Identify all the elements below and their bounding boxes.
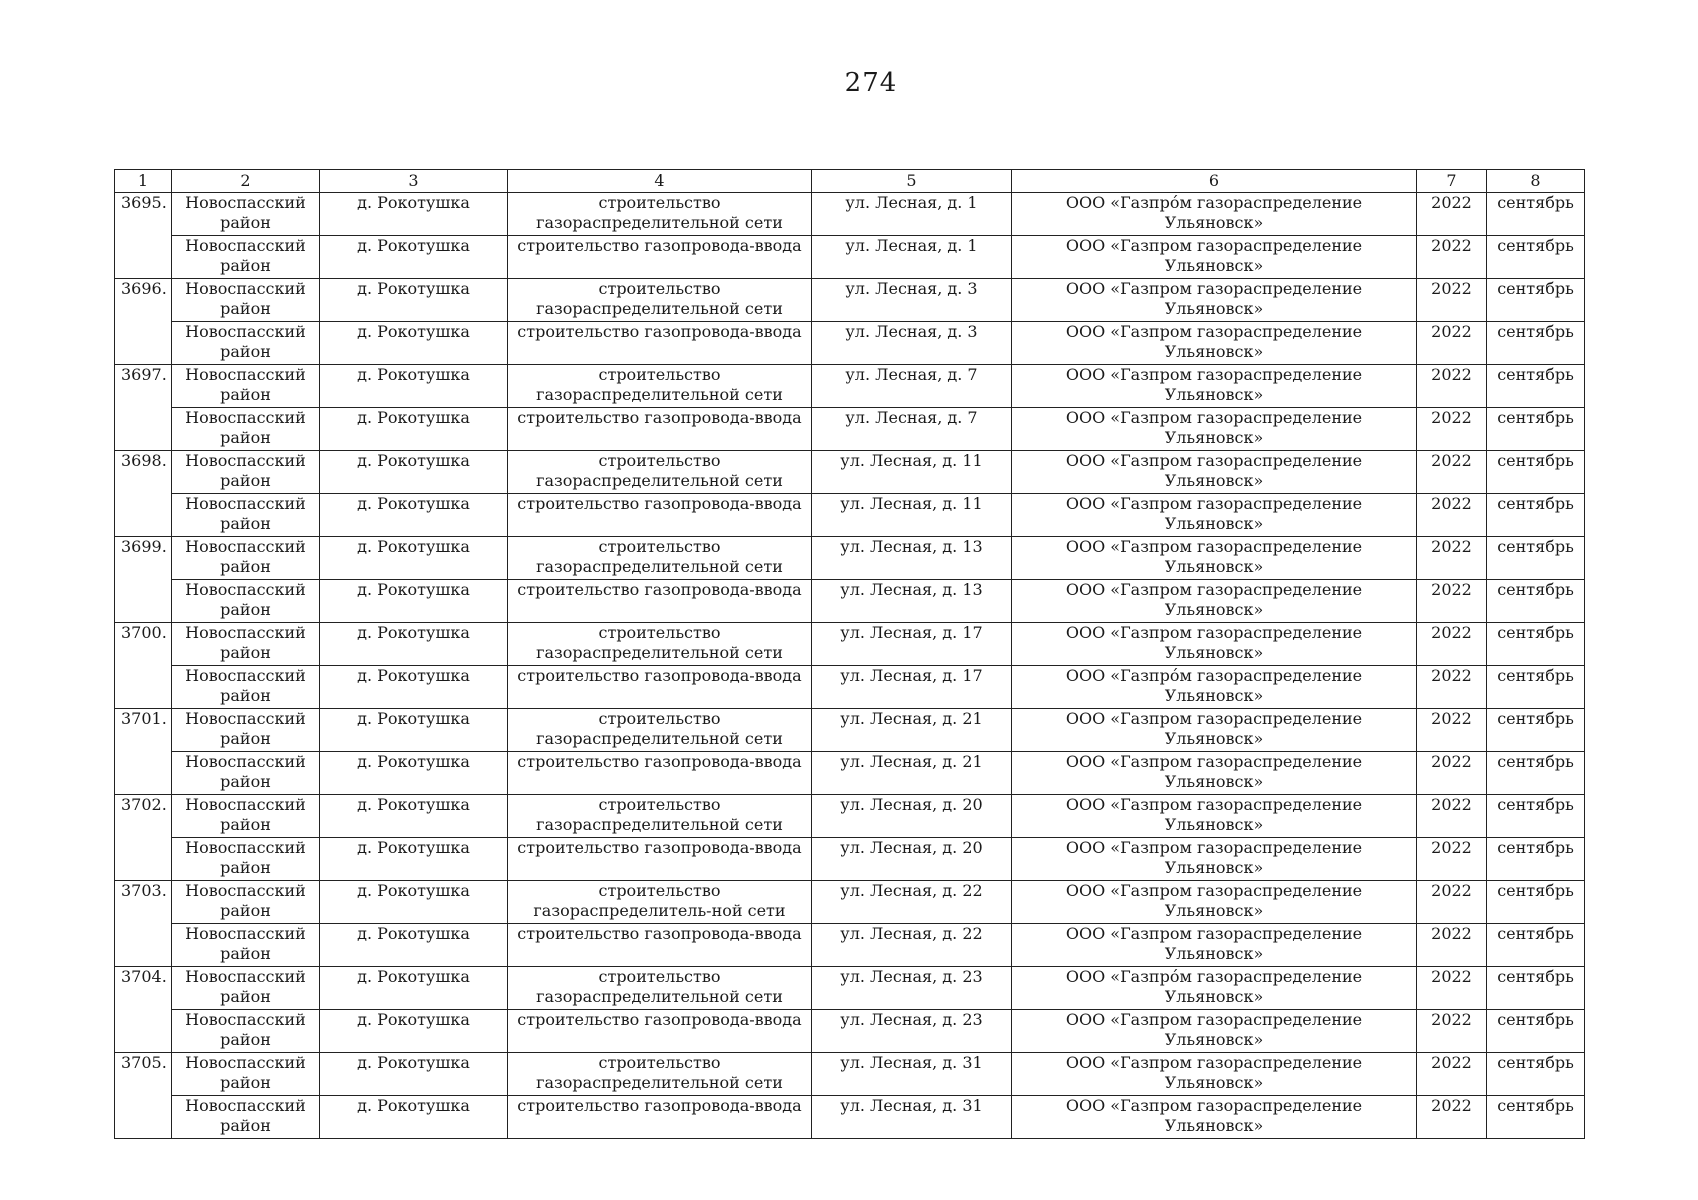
month-cell: сентябрь — [1487, 1010, 1585, 1053]
work-type-cell: строительство газопровода-ввода — [508, 924, 812, 967]
organization-cell: ООО «Газпром газораспределение Ульяновск» — [1012, 580, 1417, 623]
settlement-cell: д. Рокотушка — [320, 795, 508, 838]
year-cell: 2022 — [1417, 709, 1487, 752]
table-row — [115, 236, 1585, 279]
month-cell: сентябрь — [1487, 1053, 1585, 1096]
address-cell: ул. Лесная, д. 13 — [812, 580, 1012, 623]
district-cell: Новоспасский район — [172, 795, 320, 838]
settlement-cell: д. Рокотушка — [320, 623, 508, 666]
month-cell: сентябрь — [1487, 451, 1585, 494]
year-cell: 2022 — [1417, 537, 1487, 580]
settlement-cell: д. Рокотушка — [320, 365, 508, 408]
settlement-cell: д. Рокотушка — [320, 967, 508, 1010]
address-cell: ул. Лесная, д. 20 — [812, 838, 1012, 881]
year-cell: 2022 — [1417, 408, 1487, 451]
month-cell: сентябрь — [1487, 709, 1585, 752]
month-cell: сентябрь — [1487, 795, 1585, 838]
settlement-cell: д. Рокотушка — [320, 193, 508, 236]
header-cell: 3 — [320, 170, 508, 193]
work-type-cell: строительство газораспределительной сети — [508, 365, 812, 408]
table-row — [115, 838, 1585, 881]
table-row — [115, 537, 1585, 580]
organization-cell: ООО «Газпром газораспределение Ульяновск» — [1012, 795, 1417, 838]
address-cell: ул. Лесная, д. 17 — [812, 666, 1012, 709]
district-cell: Новоспасский район — [172, 709, 320, 752]
table-row — [115, 408, 1585, 451]
address-cell: ул. Лесная, д. 31 — [812, 1096, 1012, 1139]
organization-cell: ООО «Газпром газораспределение Ульяновск» — [1012, 1010, 1417, 1053]
work-type-cell: строительство газораспределительной сети — [508, 623, 812, 666]
settlement-cell: д. Рокотушка — [320, 494, 508, 537]
address-cell: ул. Лесная, д. 13 — [812, 537, 1012, 580]
address-cell: ул. Лесная, д. 3 — [812, 279, 1012, 322]
table-row — [115, 623, 1585, 666]
work-type-cell: строительство газораспределитель-ной сети — [508, 881, 812, 924]
work-type-cell: строительство газопровода-ввода — [508, 236, 812, 279]
organization-cell: ООО «Газпро́м газораспределение Ульяновск» — [1012, 193, 1417, 236]
settlement-cell: д. Рокотушка — [320, 408, 508, 451]
work-type-cell: строительство газопровода-ввода — [508, 752, 812, 795]
year-cell: 2022 — [1417, 451, 1487, 494]
table-row — [115, 1053, 1585, 1096]
organization-cell: ООО «Газпром газораспределение Ульяновск» — [1012, 451, 1417, 494]
district-cell: Новоспасский район — [172, 537, 320, 580]
address-cell: ул. Лесная, д. 23 — [812, 1010, 1012, 1053]
entry-number-cell: 3704. — [115, 967, 172, 1053]
header-cell: 8 — [1487, 170, 1585, 193]
table-row — [115, 451, 1585, 494]
year-cell: 2022 — [1417, 1096, 1487, 1139]
settlement-cell: д. Рокотушка — [320, 838, 508, 881]
settlement-cell: д. Рокотушка — [320, 1053, 508, 1096]
entry-number-cell: 3701. — [115, 709, 172, 795]
month-cell: сентябрь — [1487, 1096, 1585, 1139]
month-cell: сентябрь — [1487, 580, 1585, 623]
organization-cell: ООО «Газпром газораспределение Ульяновск» — [1012, 881, 1417, 924]
organization-cell: ООО «Газпром газораспределение Ульяновск» — [1012, 752, 1417, 795]
district-cell: Новоспасский район — [172, 1053, 320, 1096]
address-cell: ул. Лесная, д. 1 — [812, 193, 1012, 236]
work-type-cell: строительство газораспределительной сети — [508, 451, 812, 494]
address-cell: ул. Лесная, д. 3 — [812, 322, 1012, 365]
table-row — [115, 795, 1585, 838]
year-cell: 2022 — [1417, 494, 1487, 537]
year-cell: 2022 — [1417, 666, 1487, 709]
work-type-cell: строительство газораспределительной сети — [508, 193, 812, 236]
settlement-cell: д. Рокотушка — [320, 1010, 508, 1053]
district-cell: Новоспасский район — [172, 967, 320, 1010]
table-body — [115, 193, 1585, 1139]
address-cell: ул. Лесная, д. 22 — [812, 881, 1012, 924]
work-type-cell: строительство газопровода-ввода — [508, 408, 812, 451]
settlement-cell: д. Рокотушка — [320, 279, 508, 322]
work-type-cell: строительство газопровода-ввода — [508, 838, 812, 881]
table-row — [115, 752, 1585, 795]
address-cell: ул. Лесная, д. 31 — [812, 1053, 1012, 1096]
page-number: 274 — [844, 68, 898, 98]
entry-number-cell: 3703. — [115, 881, 172, 967]
address-cell: ул. Лесная, д. 21 — [812, 752, 1012, 795]
district-cell: Новоспасский район — [172, 623, 320, 666]
work-type-cell: строительство газораспределительной сети — [508, 1053, 812, 1096]
year-cell: 2022 — [1417, 193, 1487, 236]
table-row — [115, 193, 1585, 236]
header-row — [115, 170, 1585, 193]
month-cell: сентябрь — [1487, 365, 1585, 408]
year-cell: 2022 — [1417, 322, 1487, 365]
year-cell: 2022 — [1417, 236, 1487, 279]
year-cell: 2022 — [1417, 580, 1487, 623]
header-cell: 7 — [1417, 170, 1487, 193]
settlement-cell: д. Рокотушка — [320, 236, 508, 279]
year-cell: 2022 — [1417, 1010, 1487, 1053]
district-cell: Новоспасский район — [172, 236, 320, 279]
district-cell: Новоспасский район — [172, 408, 320, 451]
organization-cell: ООО «Газпром газораспределение Ульяновск» — [1012, 365, 1417, 408]
month-cell: сентябрь — [1487, 236, 1585, 279]
month-cell: сентябрь — [1487, 322, 1585, 365]
district-cell: Новоспасский район — [172, 494, 320, 537]
month-cell: сентябрь — [1487, 279, 1585, 322]
header-cell: 5 — [812, 170, 1012, 193]
district-cell: Новоспасский район — [172, 752, 320, 795]
address-cell: ул. Лесная, д. 21 — [812, 709, 1012, 752]
entry-number-cell: 3699. — [115, 537, 172, 623]
entry-number-cell: 3695. — [115, 193, 172, 279]
district-cell: Новоспасский район — [172, 1096, 320, 1139]
address-cell: ул. Лесная, д. 22 — [812, 924, 1012, 967]
settlement-cell: д. Рокотушка — [320, 666, 508, 709]
month-cell: сентябрь — [1487, 408, 1585, 451]
organization-cell: ООО «Газпром газораспределение Ульяновск» — [1012, 537, 1417, 580]
settlement-cell: д. Рокотушка — [320, 322, 508, 365]
year-cell: 2022 — [1417, 924, 1487, 967]
district-cell: Новоспасский район — [172, 580, 320, 623]
settlement-cell: д. Рокотушка — [320, 924, 508, 967]
organization-cell: ООО «Газпром газораспределение Ульяновск» — [1012, 709, 1417, 752]
address-cell: ул. Лесная, д. 11 — [812, 494, 1012, 537]
work-type-cell: строительство газопровода-ввода — [508, 1010, 812, 1053]
work-type-cell: строительство газопровода-ввода — [508, 666, 812, 709]
district-cell: Новоспасский район — [172, 365, 320, 408]
month-cell: сентябрь — [1487, 838, 1585, 881]
district-cell: Новоспасский район — [172, 838, 320, 881]
work-type-cell: строительство газопровода-ввода — [508, 494, 812, 537]
month-cell: сентябрь — [1487, 193, 1585, 236]
settlement-cell: д. Рокотушка — [320, 451, 508, 494]
table-row — [115, 322, 1585, 365]
month-cell: сентябрь — [1487, 537, 1585, 580]
settlement-cell: д. Рокотушка — [320, 1096, 508, 1139]
address-cell: ул. Лесная, д. 23 — [812, 967, 1012, 1010]
settlement-cell: д. Рокотушка — [320, 580, 508, 623]
organization-cell: ООО «Газпром газораспределение Ульяновск» — [1012, 838, 1417, 881]
organization-cell: ООО «Газпром газораспределение Ульяновск» — [1012, 1096, 1417, 1139]
header-cell: 1 — [115, 170, 172, 193]
year-cell: 2022 — [1417, 967, 1487, 1010]
table-row — [115, 279, 1585, 322]
month-cell: сентябрь — [1487, 967, 1585, 1010]
address-cell: ул. Лесная, д. 17 — [812, 623, 1012, 666]
header-cell: 2 — [172, 170, 320, 193]
address-cell: ул. Лесная, д. 20 — [812, 795, 1012, 838]
table-row — [115, 365, 1585, 408]
year-cell: 2022 — [1417, 365, 1487, 408]
district-cell: Новоспасский район — [172, 666, 320, 709]
organization-cell: ООО «Газпром газораспределение Ульяновск» — [1012, 236, 1417, 279]
header-cell: 4 — [508, 170, 812, 193]
year-cell: 2022 — [1417, 752, 1487, 795]
table-row — [115, 881, 1585, 924]
year-cell: 2022 — [1417, 279, 1487, 322]
table-row — [115, 580, 1585, 623]
work-type-cell: строительство газораспределительной сети — [508, 709, 812, 752]
address-cell: ул. Лесная, д. 7 — [812, 365, 1012, 408]
month-cell: сентябрь — [1487, 623, 1585, 666]
address-cell: ул. Лесная, д. 11 — [812, 451, 1012, 494]
settlement-cell: д. Рокотушка — [320, 709, 508, 752]
organization-cell: ООО «Газпром газораспределение Ульяновск» — [1012, 1053, 1417, 1096]
table-row — [115, 666, 1585, 709]
address-cell: ул. Лесная, д. 1 — [812, 236, 1012, 279]
organization-cell: ООО «Газпром газораспределение Ульяновск» — [1012, 279, 1417, 322]
settlement-cell: д. Рокотушка — [320, 881, 508, 924]
table-row — [115, 1010, 1585, 1053]
table-row — [115, 709, 1585, 752]
district-cell: Новоспасский район — [172, 451, 320, 494]
organization-cell: ООО «Газпром газораспределение Ульяновск» — [1012, 924, 1417, 967]
district-cell: Новоспасский район — [172, 924, 320, 967]
organization-cell: ООО «Газпро́м газораспределение Ульяновск» — [1012, 666, 1417, 709]
year-cell: 2022 — [1417, 881, 1487, 924]
district-cell: Новоспасский район — [172, 193, 320, 236]
settlement-cell: д. Рокотушка — [320, 752, 508, 795]
month-cell: сентябрь — [1487, 666, 1585, 709]
entry-number-cell: 3696. — [115, 279, 172, 365]
year-cell: 2022 — [1417, 838, 1487, 881]
organization-cell: ООО «Газпром газораспределение Ульяновск» — [1012, 623, 1417, 666]
work-type-cell: строительство газораспределительной сети — [508, 967, 812, 1010]
entry-number-cell: 3700. — [115, 623, 172, 709]
work-type-cell: строительство газопровода-ввода — [508, 1096, 812, 1139]
year-cell: 2022 — [1417, 623, 1487, 666]
registry-table — [114, 169, 1585, 1139]
district-cell: Новоспасский район — [172, 881, 320, 924]
work-type-cell: строительство газораспределительной сети — [508, 279, 812, 322]
entry-number-cell: 3697. — [115, 365, 172, 451]
district-cell: Новоспасский район — [172, 279, 320, 322]
month-cell: сентябрь — [1487, 494, 1585, 537]
entry-number-cell: 3705. — [115, 1053, 172, 1139]
work-type-cell: строительство газораспределительной сети — [508, 795, 812, 838]
work-type-cell: строительство газопровода-ввода — [508, 322, 812, 365]
table-row — [115, 924, 1585, 967]
organization-cell: ООО «Газпром газораспределение Ульяновск» — [1012, 322, 1417, 365]
entry-number-cell: 3698. — [115, 451, 172, 537]
year-cell: 2022 — [1417, 795, 1487, 838]
table-row — [115, 967, 1585, 1010]
work-type-cell: строительство газораспределительной сети — [508, 537, 812, 580]
month-cell: сентябрь — [1487, 752, 1585, 795]
district-cell: Новоспасский район — [172, 1010, 320, 1053]
entry-number-cell: 3702. — [115, 795, 172, 881]
organization-cell: ООО «Газпро́м газораспределение Ульяновск» — [1012, 967, 1417, 1010]
work-type-cell: строительство газопровода-ввода — [508, 580, 812, 623]
year-cell: 2022 — [1417, 1053, 1487, 1096]
address-cell: ул. Лесная, д. 7 — [812, 408, 1012, 451]
month-cell: сентябрь — [1487, 881, 1585, 924]
table-row — [115, 1096, 1585, 1139]
table-row — [115, 494, 1585, 537]
organization-cell: ООО «Газпром газораспределение Ульяновск» — [1012, 494, 1417, 537]
settlement-cell: д. Рокотушка — [320, 537, 508, 580]
district-cell: Новоспасский район — [172, 322, 320, 365]
header-cell: 6 — [1012, 170, 1417, 193]
month-cell: сентябрь — [1487, 924, 1585, 967]
organization-cell: ООО «Газпром газораспределение Ульяновск» — [1012, 408, 1417, 451]
